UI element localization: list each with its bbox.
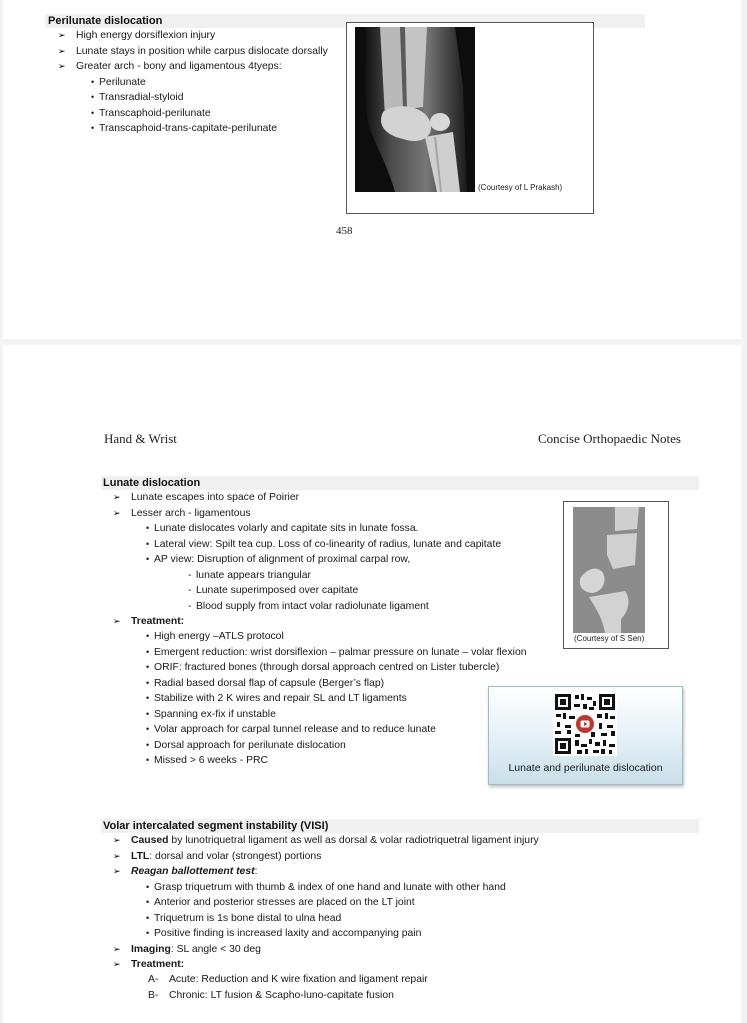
bullet-icon: •: [146, 631, 150, 641]
bullet-icon: •: [146, 881, 150, 892]
figure-box: [563, 501, 669, 649]
bullet-icon: •: [146, 912, 150, 923]
list-item: ➢ High energy dorsiflexion injury: [58, 28, 215, 44]
sub-list-item: • Transcaphoid-perilunate: [91, 106, 211, 122]
bullet-icon: •: [91, 92, 95, 102]
section-title-visi: Volar intercalated segment instability (VISI): [103, 820, 329, 832]
figure-caption: (Courtesy of S Sen): [574, 634, 645, 643]
arrow-bullet-icon: ➢: [113, 492, 121, 502]
bullet-icon: •: [146, 662, 150, 672]
list-item: ➢ Lunate escapes into space of Poirier: [113, 490, 299, 506]
arrow-bullet-icon: ➢: [113, 507, 121, 518]
dash-item: - Lunate superimposed over capitate: [188, 585, 359, 596]
sub-list-item: • High energy –ATLS protocol: [146, 629, 284, 645]
bullet-icon: •: [146, 739, 150, 750]
figure-caption: (Courtesy of L Prakash): [478, 183, 563, 192]
page-number: 458: [336, 225, 353, 237]
bullet-icon: •: [146, 646, 150, 657]
arrow-bullet-icon: ➢: [113, 835, 121, 845]
figure-box: [346, 22, 594, 214]
sub-list-item: • Grasp triquetrum with thumb & index of one hand and lunate with other hand: [146, 880, 506, 896]
sub-list-item: • Anterior and posterior stresses are placed on the LT joint: [146, 895, 415, 911]
sub-list-item: • Transcaphoid-trans-capitate-perilunate: [91, 121, 277, 137]
arrow-bullet-icon: ➢: [113, 850, 121, 861]
running-header-left: Hand & Wrist: [104, 431, 177, 446]
sub-list-item: • Radial based dorsal flap of capsule (Berger’s flap): [146, 676, 384, 692]
bullet-icon: •: [91, 76, 95, 87]
dash-item: - lunate appears triangular: [188, 569, 311, 581]
video-qr-link[interactable]: [488, 686, 683, 785]
bullet-icon: •: [91, 107, 95, 118]
bullet-icon: •: [146, 538, 150, 549]
sub-list-item: • Emergent reduction: wrist dorsiflexion – palmar pressure on lunate – volar flexion: [146, 645, 527, 661]
list-item: ➢ Lesser arch - ligamentous: [113, 506, 251, 522]
arrow-bullet-icon: ➢: [58, 30, 66, 40]
list-item: ➢ Imaging: SL angle < 30 deg: [113, 942, 261, 958]
arrow-bullet-icon: ➢: [58, 61, 66, 71]
dash-item: - Blood supply from intact volar radiolunate ligament: [188, 600, 429, 612]
lettered-item: B- Chronic: LT fusion & Scapho-luno-capitate fusion: [148, 989, 394, 1001]
bullet-icon: •: [146, 928, 150, 938]
sub-list-item: • Stabilize with 2 K wires and repair SL and LT ligaments: [146, 691, 407, 707]
bullet-icon: •: [146, 897, 150, 907]
qr-code-icon[interactable]: [553, 692, 617, 756]
arrow-bullet-icon: ➢: [58, 45, 66, 56]
bullet-icon: •: [91, 123, 95, 133]
page-459: [3, 345, 741, 1023]
sub-list-item: • Lateral view: Spilt tea cup. Loss of co-linearity of radius, lunate and capitate: [146, 537, 501, 553]
bullet-icon: •: [146, 677, 150, 688]
running-header-right: Concise Orthopaedic Notes: [538, 431, 681, 446]
bullet-icon: •: [146, 523, 150, 533]
sub-list-item: • Dorsal approach for perilunate dislocation: [146, 738, 346, 754]
xray-lateral-wrist-image: [355, 27, 475, 192]
sub-list-item: • Positive finding is increased laxity and accompanying pain: [146, 926, 421, 942]
bullet-icon: •: [146, 693, 150, 703]
list-item: ➢ Treatment:: [113, 614, 184, 630]
xray-ap-wrist-image: [573, 507, 645, 633]
list-item: ➢ Lunate stays in position while carpus dislocate dorsally: [58, 44, 328, 60]
sub-list-item: • Transradial-styloid: [91, 90, 184, 106]
sub-list-item: • Volar approach for carpal tunnel release and to reduce lunate: [146, 722, 436, 738]
arrow-bullet-icon: ➢: [113, 959, 121, 969]
lettered-item: A- Acute: Reduction and K wire fixation and ligament repair: [148, 974, 428, 985]
list-item: ➢ LTL: dorsal and volar (strongest) portions: [113, 849, 321, 865]
sub-list-item: • Spanning ex-fix if unstable: [146, 707, 276, 723]
section-title-lunate: Lunate dislocation: [103, 477, 201, 489]
sub-list-item: • Lunate dislocates volarly and capitate sits in lunate fossa.: [146, 521, 419, 537]
list-item: ➢ Treatment:: [113, 957, 184, 973]
sub-list-item: • AP view: Disruption of alignment of proximal carpal row,: [146, 552, 410, 568]
sub-list-item: • Missed > 6 weeks - PRC: [146, 753, 268, 769]
section-title-perilunate: Perilunate dislocation: [48, 15, 163, 27]
page-458: [3, 0, 741, 339]
bullet-icon: •: [146, 554, 150, 564]
bullet-icon: •: [146, 724, 150, 734]
list-item: ➢ Caused by lunotriquetral ligament as well as dorsal & volar radiotriquetral ligament injury: [113, 833, 539, 849]
arrow-bullet-icon: ➢: [113, 866, 121, 876]
qr-caption[interactable]: Lunate and perilunate dislocation: [508, 762, 663, 774]
list-item: ➢ Reagan ballottement test:: [113, 864, 257, 880]
sub-list-item: • Perilunate: [91, 75, 146, 91]
arrow-bullet-icon: ➢: [113, 943, 121, 954]
sub-list-item: • Triquetrum is 1s bone distal to ulna head: [146, 911, 341, 927]
list-item: ➢ Greater arch - bony and ligamentous 4tyeps:: [58, 59, 282, 75]
bullet-icon: •: [146, 708, 150, 719]
sub-list-item: • ORIF: fractured bones (through dorsal approach centred on Lister tubercle): [146, 660, 499, 676]
arrow-bullet-icon: ➢: [113, 616, 121, 626]
bullet-icon: •: [146, 755, 150, 765]
